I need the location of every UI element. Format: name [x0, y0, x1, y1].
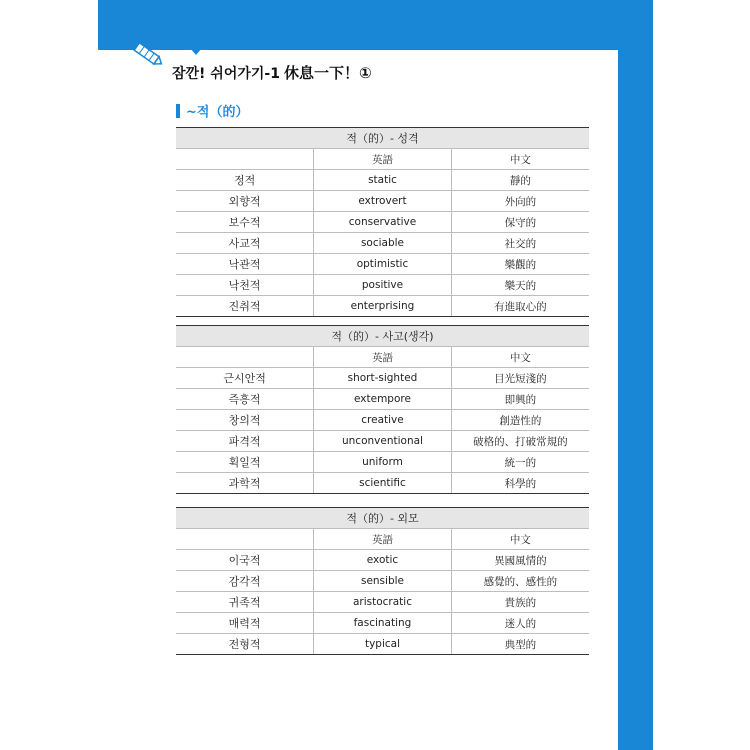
english-cell: fascinating: [314, 613, 452, 634]
header-english: 英語: [314, 347, 452, 368]
korean-cell: 사교적: [176, 233, 314, 254]
english-cell: enterprising: [314, 296, 452, 317]
header-english: 英語: [314, 529, 452, 550]
english-cell: sociable: [314, 233, 452, 254]
english-cell: optimistic: [314, 254, 452, 275]
chinese-cell: 統一的: [451, 452, 589, 473]
page-title: [172, 62, 372, 83]
table-row: [176, 571, 589, 592]
english-cell: creative: [314, 410, 452, 431]
header-chinese: 中文: [451, 347, 589, 368]
pencil-icon: [130, 38, 166, 72]
english-cell: unconventional: [314, 431, 452, 452]
right-edge-band: [618, 0, 653, 750]
header-chinese: 中文: [451, 529, 589, 550]
header-korean: [176, 347, 314, 368]
table-row: [176, 410, 589, 431]
korean-cell: 매력적: [176, 613, 314, 634]
korean-cell: 귀족적: [176, 592, 314, 613]
korean-cell: 전형적: [176, 634, 314, 655]
english-cell: exotic: [314, 550, 452, 571]
header-chinese: 中文: [451, 149, 589, 170]
table-row: [176, 170, 589, 191]
korean-cell: 과학적: [176, 473, 314, 494]
table-row: [176, 452, 589, 473]
chinese-cell: 迷人的: [451, 613, 589, 634]
table-row: [176, 550, 589, 571]
chinese-cell: 即興的: [451, 389, 589, 410]
chinese-cell: 有進取心的: [451, 296, 589, 317]
table-row: [176, 634, 589, 655]
table-row: [176, 613, 589, 634]
table-row: [176, 431, 589, 452]
table-row: [176, 275, 589, 296]
table-row: [176, 389, 589, 410]
table-row: [176, 191, 589, 212]
top-banner: [98, 0, 653, 50]
table-row: [176, 233, 589, 254]
korean-cell: 낙관적: [176, 254, 314, 275]
table-title: 적（的）- 외모: [176, 508, 589, 529]
english-cell: short-sighted: [314, 368, 452, 389]
chinese-cell: 感覺的、感性的: [451, 571, 589, 592]
chinese-cell: 科學的: [451, 473, 589, 494]
korean-cell: 정적: [176, 170, 314, 191]
chinese-cell: 典型的: [451, 634, 589, 655]
korean-cell: 감각적: [176, 571, 314, 592]
korean-cell: 획일적: [176, 452, 314, 473]
chinese-cell: 靜的: [451, 170, 589, 191]
table-row: [176, 212, 589, 233]
section-heading: [176, 101, 248, 120]
chinese-cell: 保守的: [451, 212, 589, 233]
header-korean: [176, 529, 314, 550]
korean-cell: 외향적: [176, 191, 314, 212]
chinese-cell: 異國風情的: [451, 550, 589, 571]
title-korean: 잠깐! 쉬어가기-1: [172, 66, 280, 82]
english-cell: aristocratic: [314, 592, 452, 613]
english-cell: sensible: [314, 571, 452, 592]
banner-notch: [190, 48, 202, 55]
korean-cell: 근시안적: [176, 368, 314, 389]
table-row: [176, 592, 589, 613]
header-korean: [176, 149, 314, 170]
english-cell: scientific: [314, 473, 452, 494]
english-cell: extrovert: [314, 191, 452, 212]
chinese-cell: 目光短淺的: [451, 368, 589, 389]
chinese-cell: 創造性的: [451, 410, 589, 431]
section-label: ~적（的）: [186, 105, 249, 120]
english-cell: positive: [314, 275, 452, 296]
vocab-table-thinking: [176, 325, 589, 494]
vocab-table-appearance: [176, 507, 589, 655]
chinese-cell: 破格的、打破常規的: [451, 431, 589, 452]
header-english: 英語: [314, 149, 452, 170]
korean-cell: 창의적: [176, 410, 314, 431]
korean-cell: 파격적: [176, 431, 314, 452]
korean-cell: 진취적: [176, 296, 314, 317]
korean-cell: 보수적: [176, 212, 314, 233]
section-marker: [176, 104, 180, 118]
korean-cell: 낙천적: [176, 275, 314, 296]
chinese-cell: 樂天的: [451, 275, 589, 296]
title-chinese: 休息一下！①: [283, 64, 372, 82]
table-title: 적（的）- 사고(생각): [176, 326, 589, 347]
table-row: [176, 254, 589, 275]
english-cell: extempore: [314, 389, 452, 410]
chinese-cell: 社交的: [451, 233, 589, 254]
english-cell: conservative: [314, 212, 452, 233]
chinese-cell: 樂觀的: [451, 254, 589, 275]
table-title: 적（的）- 성격: [176, 128, 589, 149]
english-cell: static: [314, 170, 452, 191]
table-row: [176, 296, 589, 317]
table-row: [176, 368, 589, 389]
english-cell: typical: [314, 634, 452, 655]
korean-cell: 즉흥적: [176, 389, 314, 410]
english-cell: uniform: [314, 452, 452, 473]
vocab-table-personality: [176, 127, 589, 317]
chinese-cell: 外向的: [451, 191, 589, 212]
chinese-cell: 貴族的: [451, 592, 589, 613]
table-row: [176, 473, 589, 494]
korean-cell: 이국적: [176, 550, 314, 571]
